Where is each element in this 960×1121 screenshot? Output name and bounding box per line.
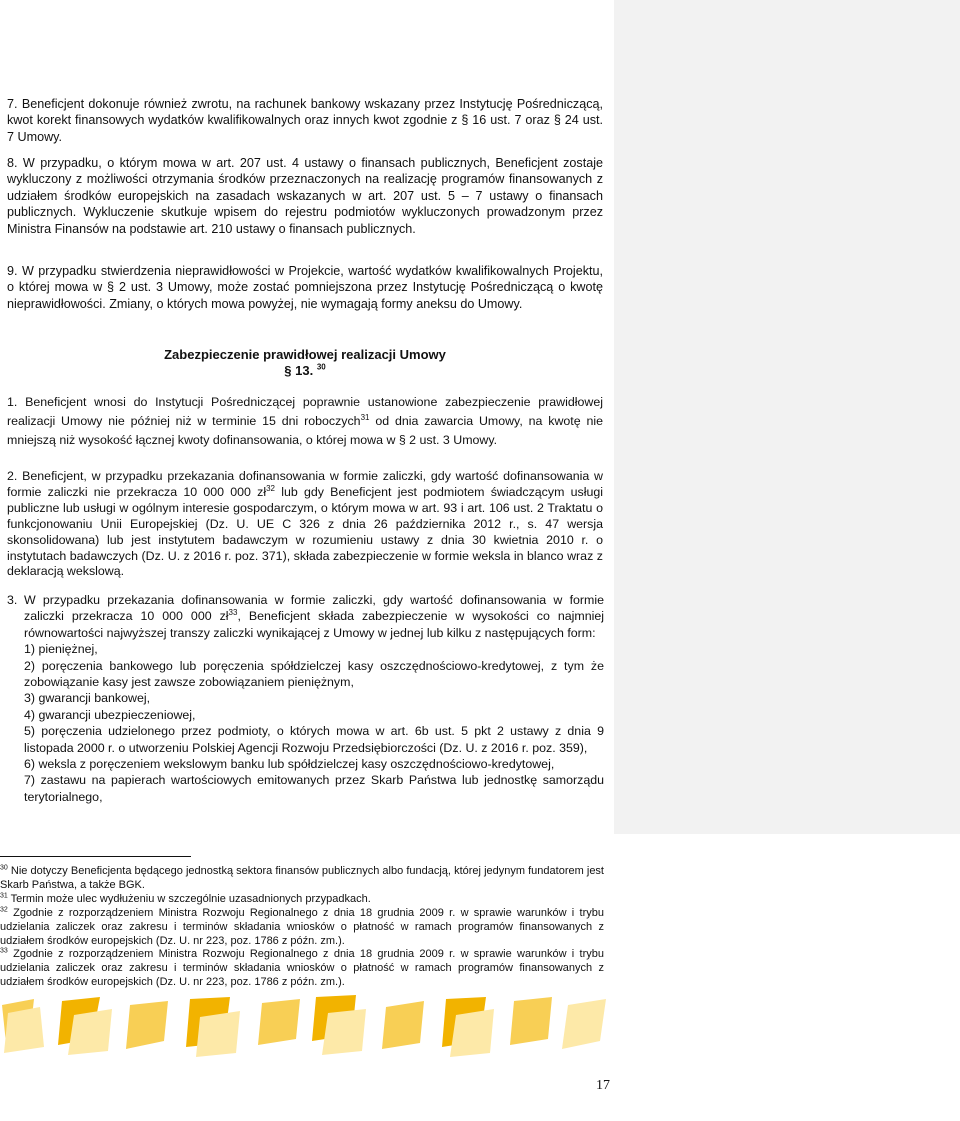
- footnote-ref-31[interactable]: 31: [360, 412, 370, 422]
- clause-3-number: 3.: [7, 593, 18, 607]
- logo-shape: [258, 999, 300, 1045]
- footnote-number: 32: [0, 906, 8, 914]
- list-item: 6) weksla z poręczeniem wekslowym banku lub spółdzielczej kasy oszczędnościowo-kredytowej,: [24, 757, 555, 772]
- logo-shape: [510, 997, 552, 1045]
- clause-3: [24, 592, 604, 805]
- logo-shape: [450, 1009, 494, 1057]
- footnote-number: 31: [0, 892, 8, 900]
- footer-logo-pattern: [0, 995, 610, 1060]
- footnote-text: Nie dotyczy Beneficjenta będącego jednostką sektora finansów publicznych albo fundacją, której jedynym fundatorem jest Skarb Państwa, a także BGK.: [0, 865, 604, 891]
- section-title: Zabezpieczenie prawidłowej realizacji Umowy: [164, 347, 446, 362]
- list-item: 3) gwarancji bankowej,: [24, 691, 151, 706]
- footnote-text: Zgodnie z rozporządzeniem Ministra Rozwoju Regionalnego z dnia 18 grudnia 2009 r. w sprawie warunków i trybu udzielania zaliczek oraz zakresu i terminów składania wniosków o płatność w ramach programów finansowanych z udziałem środków europejskich (Dz. U. nr 223, poz. 1786 z późn. zm.).: [0, 948, 604, 988]
- logo-shape: [196, 1011, 240, 1057]
- footnote-text: Zgodnie z rozporządzeniem Ministra Rozwoju Regionalnego z dnia 18 grudnia 2009 r. w sprawie warunków i trybu udzielania zaliczek oraz zakresu i terminów składania wniosków o płatność w ramach programów finansowanych z udziałem środków europejskich (Dz. U. nr 223, poz. 1786 z późn. zm.).: [0, 907, 604, 947]
- footnote-32: [0, 907, 604, 948]
- logo-shapes: [2, 995, 606, 1057]
- page-number: 17: [596, 1078, 610, 1093]
- paragraph-7: [7, 96, 603, 145]
- footnote-number: 30: [0, 864, 8, 872]
- paragraph-number: 7.: [7, 97, 18, 111]
- clause-number: 1.: [7, 395, 18, 409]
- footnote-31: [0, 893, 604, 907]
- paragraph-text: W przypadku stwierdzenia nieprawidłowości w Projekcie, wartość wydatków kwalifikowalnych Projektu, o której mowa w § 2 ust. 3 Umowy, może zostać pomniejszona przez Instytucję Pośredniczącą o kwotę nieprawidłowości. Zmiany, o których mowa powyżej, nie wymagają formy aneksu do Umowy.: [7, 264, 603, 311]
- paragraph-number: 9.: [7, 264, 18, 278]
- clause-text: W przypadku przekazania dofinansowania w formie zaliczki, gdy wartość dofinansowania w formie zaliczki przekracza 10 000 000 zł: [24, 593, 604, 624]
- clause-text: Beneficjent wnosi do Instytucji Pośredniczącej poprawnie ustanowione zabezpieczenie prawidłowej realizacji Umowy nie później niż w terminie 15 dni roboczych: [7, 395, 603, 428]
- clause-text: od dnia zawarcia Umowy, na kwotę nie mniejszą niż wysokość łącznej kwoty dofinansowania, o której mowa w § 2 ust. 3 Umowy.: [7, 414, 603, 447]
- list-item: 4) gwarancji ubezpieczeniowej,: [24, 707, 196, 722]
- paragraph-sign: § 13.: [284, 363, 314, 378]
- paragraph-text: W przypadku, o którym mowa w art. 207 ust. 4 ustawy o finansach publicznych, Beneficjent zostaje wykluczony z możliwości otrzymania środków przeznaczonych na realizację programów finansowanych z udziałem środków europejskich na zasadach wskazanych w art. 207 ust. 5 – 7 ustawy o finansach publicznych. Wykluczenie skutkuje wpisem do rejestru podmiotów wykluczonych prowadzonym przez Ministra Finansów na podstawie art. 210 ustawy o finansach publicznych.: [7, 156, 603, 236]
- footnote-ref-32[interactable]: 32: [266, 483, 276, 493]
- list-item: 5) poręczenia udzielonego przez podmioty, o których mowa w art. 6b ust. 5 pkt 2 ustawy z dnia 9 listopada 2000 r. o utworzeniu Polskiej Agencji Rozwoju Przedsiębiorczości (Dz. U. z 2016 r. poz. 359),: [24, 724, 604, 755]
- paragraph-8: [7, 155, 603, 237]
- paragraph-9: [7, 263, 603, 312]
- logo-shape: [68, 1009, 112, 1055]
- list-item: 7) zastawu na papierach wartościowych emitowanych przez Skarb Państwa lub jednostkę samorządu terytorialnego,: [24, 773, 604, 804]
- footnote-separator: [0, 856, 191, 857]
- clause-2: [7, 469, 603, 580]
- clause-1: [7, 393, 603, 450]
- footnote-30: [0, 865, 604, 893]
- logo-shape: [126, 1001, 168, 1049]
- clause-text: lub gdy Beneficjent jest podmiotem świadczącym usługi publiczne lub usługi w ogólnym interesie gospodarczym, o którym mowa w art. 93 i art. 106 ust. 2 Traktatu o funkcjonowaniu Unii Europejskiej (Dz. U. UE C 326 z dnia 26 października 2012 r., s. 47 wersja skonsolidowana) lub jest instytutem badawczym w rozumieniu ustawy z dnia 30 kwietnia 2010 r. o instytutach badawczych (Dz. U. z 2016 r. poz. 371), składa zabezpieczenie w formie weksla in blanco wraz z deklaracją wekslową.: [7, 484, 603, 579]
- list-item: 1) pieniężnej,: [24, 642, 98, 657]
- logo-shape: [4, 1007, 44, 1053]
- clause-3-intro: [24, 592, 604, 641]
- footnote-text: Termin może ulec wydłużeniu w szczególnie uzasadnionych przypadkach.: [10, 893, 371, 905]
- clause-number: 2.: [7, 469, 18, 483]
- footnote-ref-33[interactable]: 33: [228, 608, 238, 618]
- clause-text: Beneficjent, w przypadku przekazania dofinansowania w formie zaliczki, gdy wartość dofinansowania w formie zaliczki nie przekracza 10 000 000 zł: [7, 469, 603, 499]
- logo-shape: [322, 1009, 366, 1055]
- logo-shape: [562, 999, 606, 1049]
- list-item: 2) poręczenia bankowego lub poręczenia spółdzielczej kasy oszczędnościowo-kredytowej, z tym że zobowiązanie kasy jest zawsze zobowiązaniem pieniężnym,: [24, 658, 604, 690]
- footnote-33: [0, 948, 604, 989]
- paragraph-text: Beneficjent dokonuje również zwrotu, na rachunek bankowy wskazany przez Instytucję Pośredniczącą, kwot korekt finansowych wydatków kwalifikowalnych oraz innych kwot zgodnie z § 16 ust. 7 oraz § 24 ust. 7 Umowy.: [7, 97, 603, 144]
- footnote-number: 33: [0, 947, 8, 955]
- paragraph-number: 8.: [7, 156, 18, 170]
- logo-shape: [382, 1001, 424, 1049]
- footnote-ref-30[interactable]: 30: [316, 362, 326, 372]
- clause-text: , Beneficjent składa zabezpieczenie w wysokości co najmniej równowartości najwyższej transzy zaliczki wynikającej z Umowy w jednej lub kilku z następujących form:: [24, 609, 604, 640]
- section-paragraph-sign: [150, 363, 460, 379]
